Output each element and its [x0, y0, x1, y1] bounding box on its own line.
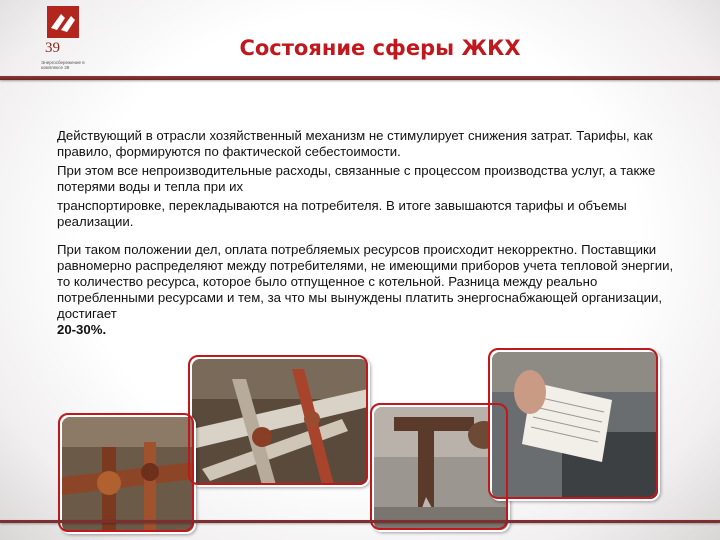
paragraph-4 [57, 242, 687, 338]
paragraph-2: При этом все непроизводительные расходы, связанные с процессом производства услуг, а также потерями воды и тепла при их [57, 163, 656, 194]
logo-mark-icon [47, 6, 79, 38]
photo-pipes-basement [190, 357, 370, 487]
logo-number: 39 [45, 40, 60, 56]
paragraph-3: транспортировке, перекладываются на потребителя. В итоге завышаются тарифы и объемы реализации. [57, 198, 627, 229]
slide-title: Состояние сферы ЖКХ [239, 36, 521, 60]
logo-caption: Энергосбережение в комплексе 39 [41, 60, 85, 70]
photo-rusty-valves [60, 415, 196, 534]
paragraph-4-text: При таком положении дел, оплата потребляемых ресурсов происходит некорректно. Поставщики равномерно распределяют между потребителями, не имеющими приборов учета тепловой энергии, то количество ресурса, которое было отпущенное с котельной. Разница между реально потребленными ресурсами и тем, за что мы вынуждены платить энергоснабжающей организации, достигает [57, 242, 674, 321]
bottom-divider [0, 520, 720, 523]
paragraph-1: Действующий в отрасли хозяйственный механизм не стимулирует снижения затрат. Тарифы, как правило, формируются по фактической себестоимости. [57, 128, 653, 159]
photo-utility-bill [490, 350, 660, 501]
body-text [57, 128, 687, 338]
highlight-value: 20-30%. [57, 322, 107, 337]
top-divider [0, 76, 720, 80]
